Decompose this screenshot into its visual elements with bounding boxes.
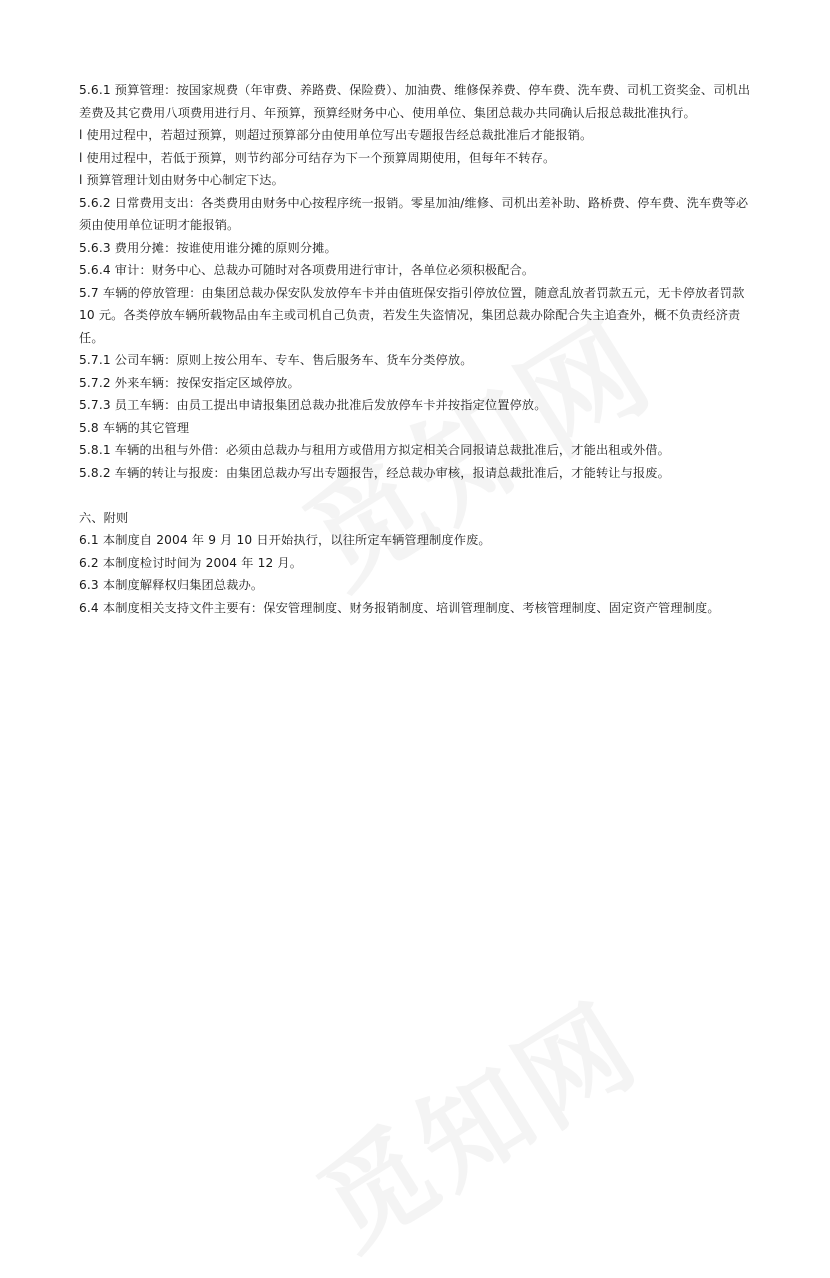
paragraph-line: l 使用过程中，若超过预算，则超过预算部分由使用单位写出专题报告经总裁批准后才能报销。 <box>79 128 593 142</box>
paragraph-line: 5.8.2 车辆的转让与报废：由集团总裁办写出专题报告，经总裁办审核，报请总裁批准后，才能转让与报废。 <box>79 465 670 480</box>
watermark <box>285 960 664 1278</box>
paragraph-line: l 预算管理计划由财务中心制定下达。 <box>79 173 284 187</box>
paragraph-line: 5.6.1 预算管理：按国家规费（年审费、养路费、保险费）、加油费、维修保养费、停车费、洗车费、司机工资奖金、司机出 <box>79 83 751 97</box>
paragraph-line: l 使用过程中，若低于预算，则节约部分可结存为下一个预算周期使用，但每年不转存。 <box>79 150 556 165</box>
paragraph-line: 10 元。各类停放车辆所载物品由车主或司机自己负责，若发生失盗情况，集团总裁办除配合失主追查外，概不负责经济责 <box>79 308 741 322</box>
document-body <box>79 79 759 619</box>
paragraph-line: 6.1 本制度自 2004 年 9 月 10 日开始执行，以往所定车辆管理制度作废。 <box>79 533 491 547</box>
section-heading: 5.8 车辆的其它管理 <box>79 420 190 435</box>
paragraph-line: 须由使用单位证明才能报销。 <box>79 218 240 232</box>
paragraph-line: 6.3 本制度解释权归集团总裁办。 <box>79 578 264 592</box>
paragraph-line: 6.2 本制度检讨时间为 2004 年 12 月。 <box>79 555 303 570</box>
paragraph-line: 5.7.2 外来车辆：按保安指定区域停放。 <box>79 375 300 390</box>
paragraph-line: 5.7.1 公司车辆：原则上按公用车、专车、售后服务车、货车分类停放。 <box>79 353 473 367</box>
section-heading: 六、附则 <box>79 510 129 525</box>
paragraph-line: 5.6.4 审计：财务中心、总裁办可随时对各项费用进行审计，各单位必须积极配合。 <box>79 263 535 277</box>
paragraph-line: 5.7.3 员工车辆：由员工提出申请报集团总裁办批准后发放停车卡并按指定位置停放。 <box>79 398 547 412</box>
blank-line <box>79 484 759 507</box>
paragraph-line: 6.4 本制度相关支持文件主要有：保安管理制度、财务报销制度、培训管理制度、考核管理制度、固定资产管理制度。 <box>79 600 720 615</box>
paragraph-line: 任。 <box>79 330 104 345</box>
paragraph-line: 差费及其它费用八项费用进行月、年预算，预算经财务中心、使用单位、集团总裁办共同确认后报总裁批准执行。 <box>79 105 696 120</box>
paragraph-line: 5.7 车辆的停放管理：由集团总裁办保安队发放停车卡并由值班保安指引停放位置，随意乱放者罚款五元，无卡停放者罚款 <box>79 285 745 300</box>
paragraph-line: 5.6.3 费用分摊：按谁使用谁分摊的原则分摊。 <box>79 240 337 255</box>
paragraph-line: 5.6.2 日常费用支出：各类费用由财务中心按程序统一报销。零星加油/维修、司机出差补助、路桥费、停车费、洗车费等必 <box>79 195 749 210</box>
paragraph-line: 5.8.1 车辆的出租与外借：必须由总裁办与租用方或借用方拟定相关合同报请总裁批准后，才能出租或外借。 <box>79 443 670 457</box>
